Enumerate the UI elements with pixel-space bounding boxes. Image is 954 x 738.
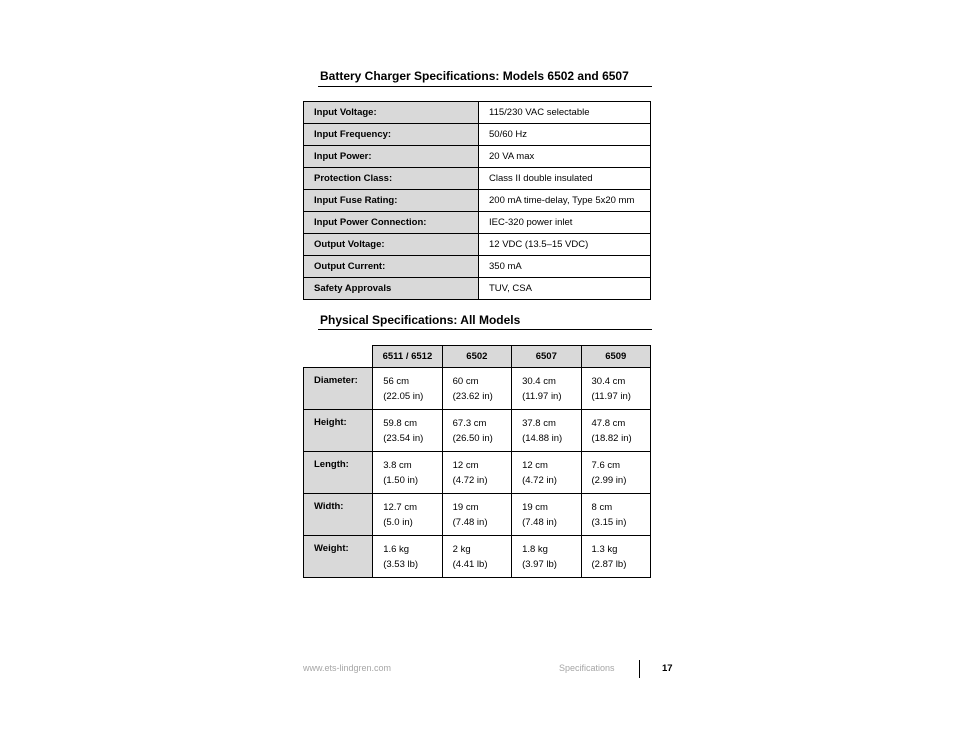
physical-value-cell xyxy=(442,494,511,536)
physical-value-cell xyxy=(512,452,581,494)
footer-section-label: Specifications xyxy=(559,663,615,673)
physical-specs-title: Physical Specifications: All Models xyxy=(320,313,521,327)
metric-value: 30.4 cm xyxy=(522,375,556,387)
physical-header-row xyxy=(304,346,651,368)
physical-value-cell xyxy=(581,410,650,452)
model-column-header: 6511 / 6512 xyxy=(373,346,442,368)
page-number: 17 xyxy=(662,663,673,674)
physical-value-cell xyxy=(581,368,650,410)
physical-value-cell xyxy=(581,536,650,578)
charger-specs-body xyxy=(304,102,651,300)
spec-row xyxy=(304,124,651,146)
imperial-value: (26.50 in) xyxy=(452,432,493,444)
metric-value: 59.8 cm xyxy=(383,417,417,429)
physical-value-cell xyxy=(581,494,650,536)
physical-value-cell xyxy=(373,452,442,494)
physical-value-cell xyxy=(442,410,511,452)
metric-value: 60 cm xyxy=(452,375,479,387)
spec-value: TUV, CSA xyxy=(479,278,651,300)
physical-value-cell xyxy=(373,536,442,578)
spec-row xyxy=(304,146,651,168)
imperial-value: (23.62 in) xyxy=(452,390,493,402)
model-column-header: 6507 xyxy=(512,346,581,368)
spec-label: Input Power Connection: xyxy=(304,212,479,234)
spec-value: 350 mA xyxy=(479,256,651,278)
spec-label: Output Current: xyxy=(304,256,479,278)
spec-label: Output Voltage: xyxy=(304,234,479,256)
imperial-value: (18.82 in) xyxy=(591,432,632,444)
spec-value: Class II double insulated xyxy=(479,168,651,190)
physical-row xyxy=(304,368,651,410)
imperial-value: (1.50 in) xyxy=(383,474,419,486)
spec-value: 50/60 Hz xyxy=(479,124,651,146)
imperial-value: (4.41 lb) xyxy=(452,558,488,570)
physical-row-label: Width: xyxy=(304,494,373,536)
metric-value: 30.4 cm xyxy=(591,375,626,387)
imperial-value: (7.48 in) xyxy=(452,516,488,528)
metric-value: 19 cm xyxy=(522,501,548,513)
spec-row xyxy=(304,212,651,234)
spec-row xyxy=(304,190,651,212)
charger-specs-table xyxy=(303,101,651,300)
physical-row-label: Length: xyxy=(304,452,373,494)
physical-value-cell xyxy=(512,410,581,452)
physical-value-cell xyxy=(442,536,511,578)
charger-specs-title: Battery Charger Specifications: Models 6502 and 6507 xyxy=(320,69,629,83)
physical-row xyxy=(304,536,651,578)
footer-url-link[interactable]: www.ets-lindgren.com xyxy=(303,663,392,673)
imperial-value: (7.48 in) xyxy=(522,516,557,528)
spec-label: Input Voltage: xyxy=(304,102,479,124)
metric-value: 12 cm xyxy=(522,459,548,471)
physical-row-label: Weight: xyxy=(304,536,373,578)
imperial-value: (14.88 in) xyxy=(522,432,563,444)
spec-label: Input Fuse Rating: xyxy=(304,190,479,212)
model-column-header: 6509 xyxy=(581,346,650,368)
spec-value: 12 VDC (13.5–15 VDC) xyxy=(479,234,651,256)
imperial-value: (2.99 in) xyxy=(591,474,627,486)
metric-value: 67.3 cm xyxy=(452,417,487,429)
spec-row xyxy=(304,278,651,300)
physical-value-cell xyxy=(512,494,581,536)
physical-row xyxy=(304,452,651,494)
imperial-value: (3.15 in) xyxy=(591,516,627,528)
physical-title-rule xyxy=(318,329,652,330)
spec-row xyxy=(304,102,651,124)
imperial-value: (4.72 in) xyxy=(522,474,557,486)
metric-value: 7.6 cm xyxy=(591,459,621,471)
physical-value-cell xyxy=(442,452,511,494)
metric-value: 47.8 cm xyxy=(591,417,626,429)
metric-value: 3.8 cm xyxy=(383,459,412,471)
imperial-value: (22.05 in) xyxy=(383,390,424,402)
imperial-value: (11.97 in) xyxy=(522,390,562,402)
imperial-value: (5.0 in) xyxy=(383,516,413,528)
imperial-value: (4.72 in) xyxy=(452,474,488,486)
spec-value: 20 VA max xyxy=(479,146,651,168)
physical-specs-table xyxy=(303,345,651,578)
model-column-header: 6502 xyxy=(442,346,511,368)
imperial-value: (3.97 lb) xyxy=(522,558,557,570)
physical-row-label: Height: xyxy=(304,410,373,452)
physical-specs-header xyxy=(304,346,651,368)
imperial-value: (23.54 in) xyxy=(383,432,424,444)
imperial-value: (11.97 in) xyxy=(591,390,631,402)
physical-value-cell xyxy=(373,368,442,410)
metric-value: 8 cm xyxy=(591,501,613,513)
physical-value-cell xyxy=(512,536,581,578)
header-corner-cell xyxy=(304,346,373,368)
imperial-value: (3.53 lb) xyxy=(383,558,419,570)
physical-row-label: Diameter: xyxy=(304,368,373,410)
metric-value: 56 cm xyxy=(383,375,410,387)
physical-value-cell xyxy=(442,368,511,410)
spec-row xyxy=(304,234,651,256)
spec-row xyxy=(304,256,651,278)
spec-row xyxy=(304,168,651,190)
metric-value: 37.8 cm xyxy=(522,417,556,429)
physical-value-cell xyxy=(512,368,581,410)
spec-value: IEC-320 power inlet xyxy=(479,212,651,234)
spec-label: Input Frequency: xyxy=(304,124,479,146)
metric-value: 19 cm xyxy=(452,501,479,513)
physical-row xyxy=(304,494,651,536)
physical-specs-body xyxy=(304,368,651,578)
spec-label: Safety Approvals xyxy=(304,278,479,300)
metric-value: 12 cm xyxy=(452,459,479,471)
metric-value: 12.7 cm xyxy=(383,501,417,513)
metric-value: 1.3 kg xyxy=(591,543,618,555)
spec-label: Protection Class: xyxy=(304,168,479,190)
spec-value: 115/230 VAC selectable xyxy=(479,102,651,124)
physical-value-cell xyxy=(581,452,650,494)
metric-value: 2 kg xyxy=(452,543,471,555)
physical-value-cell xyxy=(373,494,442,536)
metric-value: 1.8 kg xyxy=(522,543,548,555)
physical-value-cell xyxy=(373,410,442,452)
spec-value: 200 mA time-delay, Type 5x20 mm xyxy=(479,190,651,212)
physical-row xyxy=(304,410,651,452)
footer-divider xyxy=(639,660,640,678)
spec-label: Input Power: xyxy=(304,146,479,168)
imperial-value: (2.87 lb) xyxy=(591,558,627,570)
metric-value: 1.6 kg xyxy=(383,543,410,555)
charger-title-rule xyxy=(318,86,652,87)
